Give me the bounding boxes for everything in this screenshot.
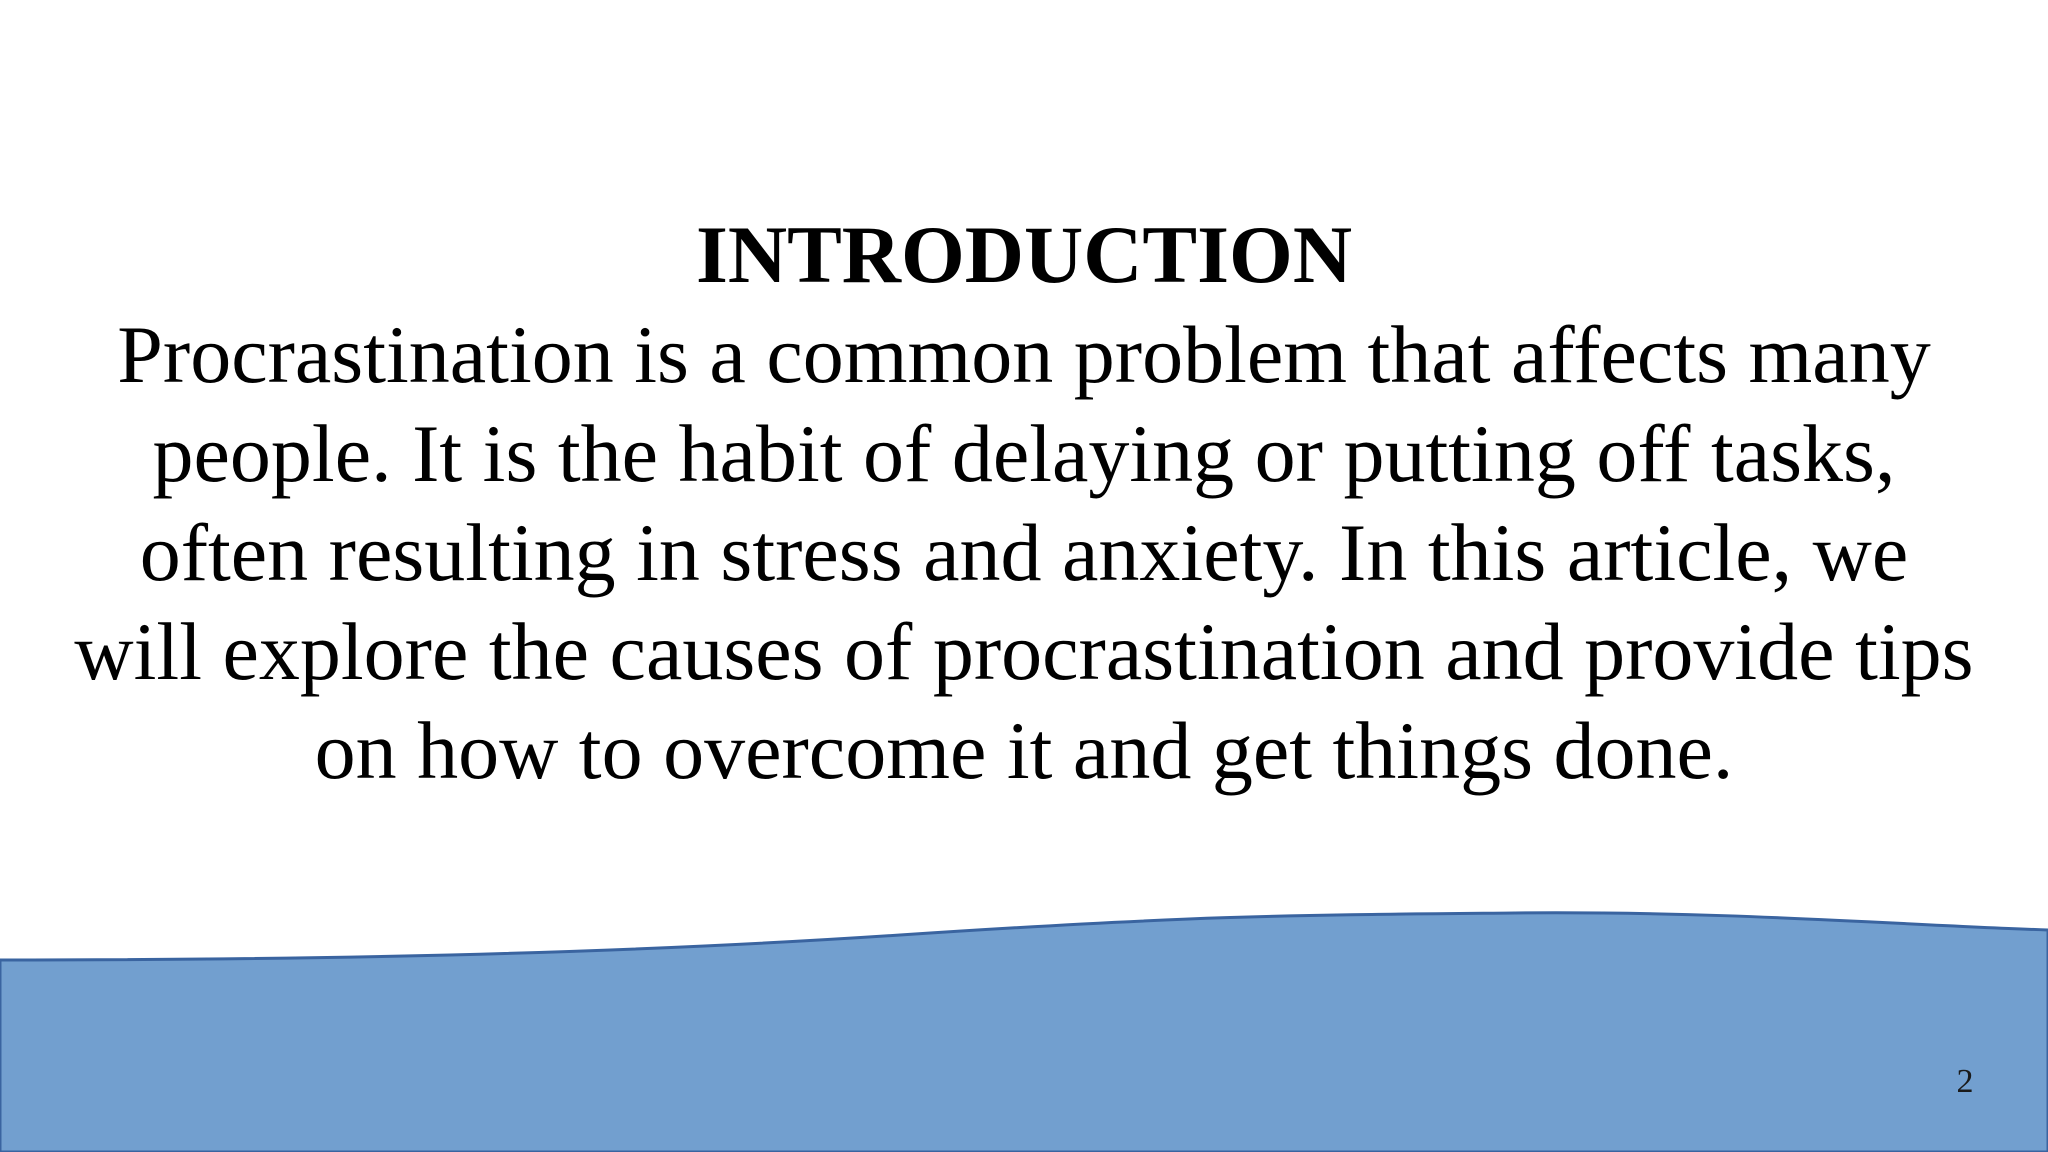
slide-content bbox=[60, 205, 1988, 800]
wave-shape bbox=[0, 913, 2048, 1152]
slide-body-text: Procrastination is a common problem that affects many people. It is the habit of delaying or putting off tasks, often resulting in stress and anxiety. In this article, we will explore the causes of procrastination and provide tips on how to overcome it and get things done. bbox=[74, 309, 1974, 796]
page-number: 2 bbox=[1956, 1063, 1974, 1100]
slide-title: INTRODUCTION bbox=[695, 209, 1353, 300]
